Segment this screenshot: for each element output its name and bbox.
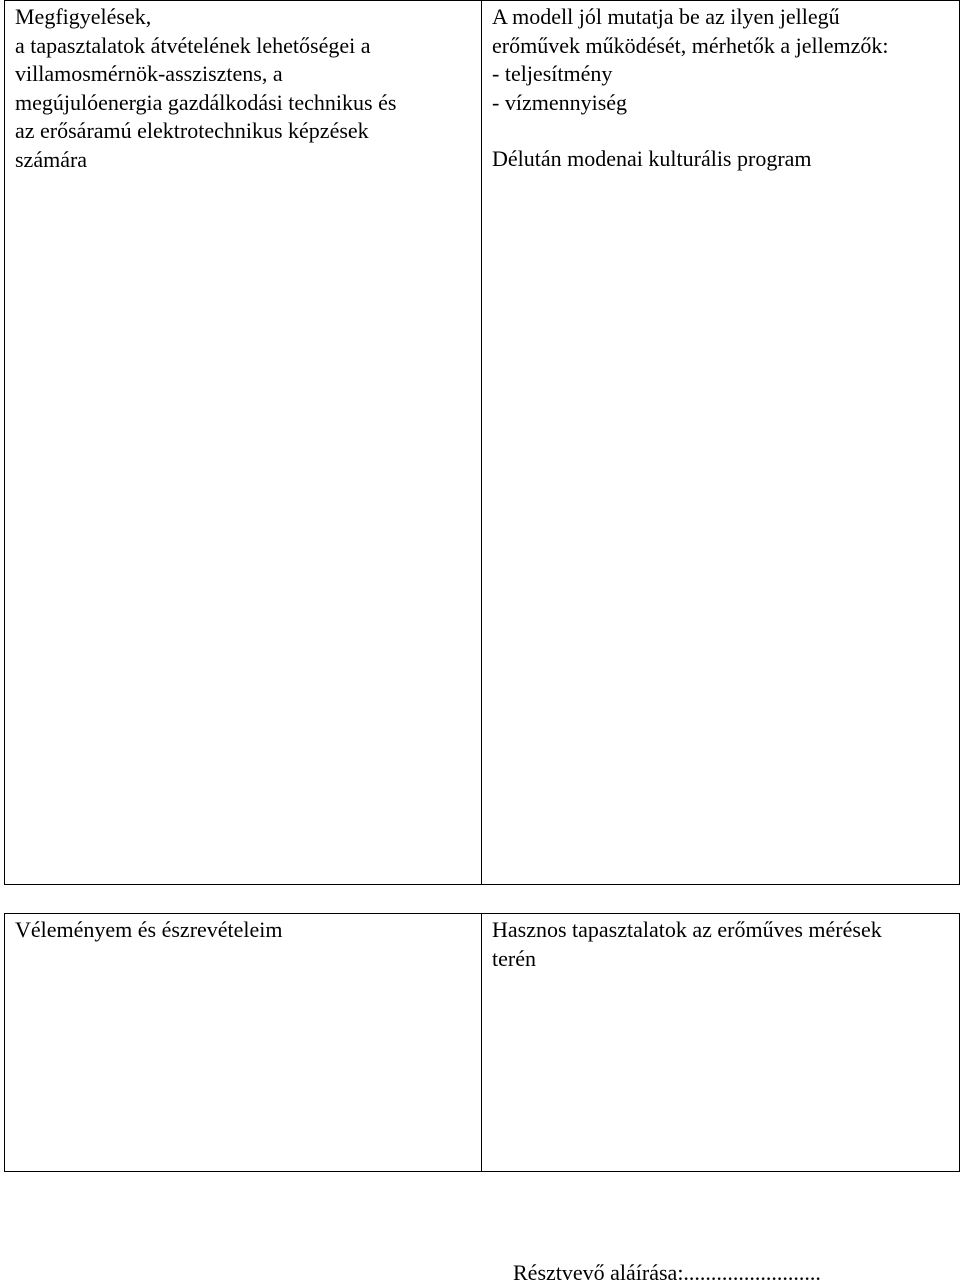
opinions-heading: Véleményem és észrevételeim xyxy=(15,917,283,942)
useful-experiences-heading: Hasznos tapasztalatok az erőműves mérések xyxy=(492,917,882,942)
afternoon-program-note: Délután modenai kulturális program xyxy=(492,146,812,172)
observations-text-line: a tapasztalatok átvételének lehetőségei a xyxy=(15,32,371,58)
observations-text-line: villamosmérnök-asszisztens, a xyxy=(15,61,283,87)
observations-cell xyxy=(5,1,482,885)
useful-experiences-cell xyxy=(482,914,960,1172)
useful-experiences-heading: terén xyxy=(492,945,536,971)
opinions-table xyxy=(4,913,960,1172)
model-description-cell xyxy=(482,1,960,885)
paragraph-gap xyxy=(492,117,953,145)
participant-signature-line: Résztvevő aláírása:......................... xyxy=(513,1260,821,1285)
model-description-line: erőművek működését, mérhetők a jellemzők: xyxy=(492,32,889,58)
characteristic-item: - vízmennyiség xyxy=(492,89,628,115)
observations-text-line: az erősáramú elektrotechnikus képzések xyxy=(15,118,369,144)
observations-heading: Megfigyelések, xyxy=(15,4,152,29)
observations-text-line: megújulóenergia gazdálkodási technikus és xyxy=(15,89,397,115)
characteristic-item: - teljesítmény xyxy=(492,61,613,87)
model-description-line: A modell jól mutatja be az ilyen jellegű xyxy=(492,4,840,29)
opinions-cell xyxy=(5,914,482,1172)
observations-table xyxy=(4,0,960,885)
observations-text-line: számára xyxy=(15,146,88,172)
